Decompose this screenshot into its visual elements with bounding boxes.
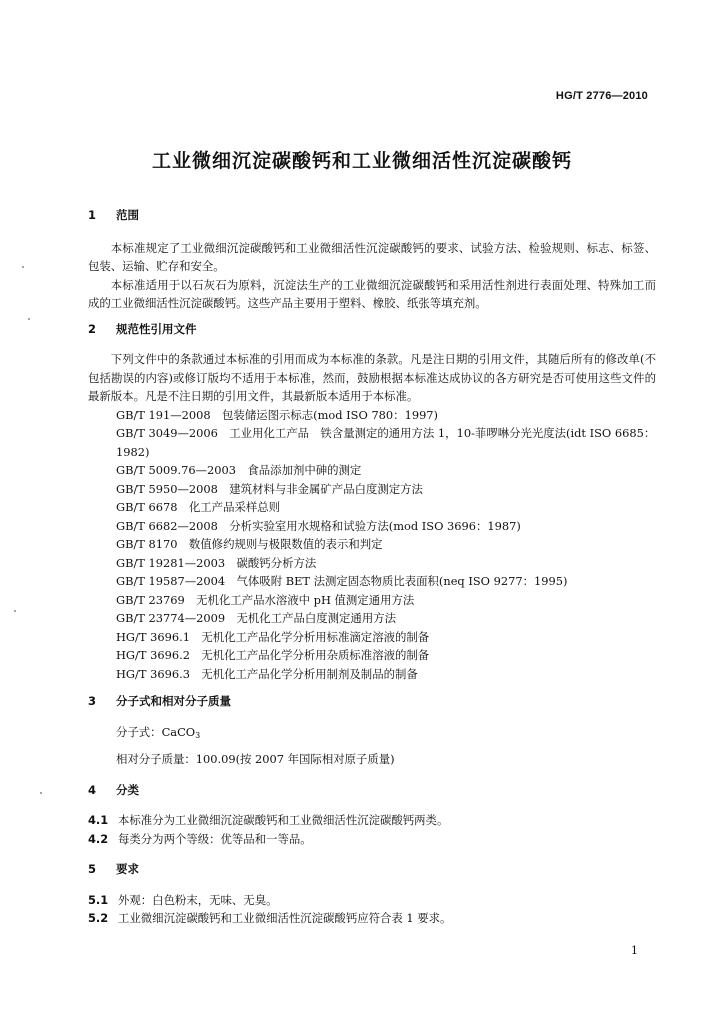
document-body: [88, 206, 656, 928]
section-5-number: 5: [88, 862, 97, 876]
clause-5-2-text: 工业微细沉淀碳酸钙和工业微细活性沉淀碳酸钙应符合表 1 要求。: [118, 911, 452, 925]
section-2-title: 规范性引用文件: [116, 321, 197, 336]
scan-speck: [28, 318, 30, 320]
section-3-number: 3: [88, 694, 97, 708]
section-2-number: 2: [88, 321, 97, 336]
section-5-heading: [88, 860, 656, 879]
section-3-heading: [88, 692, 656, 711]
section-2-heading: [88, 320, 656, 339]
clause-5-1-number: 5.1: [88, 892, 109, 907]
page-number: 1: [631, 944, 638, 957]
reference-item: GB/T 6678 化工产品采样总则: [116, 500, 281, 514]
clause-4-2-text: 每类分为两个等级：优等品和一等品。: [118, 831, 312, 846]
reference-item: GB/T 8170 数值修约规则与极限数值的表示和判定: [116, 537, 383, 551]
reference-item: GB/T 6682—2008 分析实验室用水规格和试验方法(mod ISO 3696：1987): [116, 518, 521, 533]
section-2-paragraph-1: 下列文件中的条款通过本标准的引用而成为本标准的条款。凡是注日期的引用文件，其随后所有的修改单(不包括勘误的内容)或修订版均不适用于本标准，然而，鼓励根据本标准达成协议的各方研究是否可使用这些文件的最新版本。凡是不注日期的引用文件，其最新版本适用于本标准。: [88, 352, 656, 403]
clause-5-1-text: 外观：白色粉末，无味、无臭。: [118, 892, 278, 907]
section-4-number: 4: [88, 782, 97, 797]
standard-code: HG/T 2776—2010: [555, 90, 648, 102]
reference-item: GB/T 5009.76—2003 食品添加剂中砷的测定: [116, 463, 362, 477]
section-5-title: 要求: [116, 862, 140, 876]
reference-item: GB/T 23774—2009 无机化工产品白度测定通用方法: [116, 611, 397, 625]
document-title: 工业微细沉淀碳酸钙和工业微细活性沉淀碳酸钙: [151, 150, 572, 172]
molecular-formula: [88, 723, 656, 746]
clause-4-2: [88, 830, 656, 849]
section-4-heading: [88, 781, 656, 800]
clause-5-2: [88, 909, 656, 928]
reference-item: GB/T 19281—2003 碳酸钙分析方法: [116, 555, 317, 570]
reference-item: GB/T 5950—2008 建筑材料与非金属矿产品白度测定方法: [116, 481, 423, 496]
section-1-paragraph-2: 本标准适用于以石灰石为原料，沉淀法生产的工业微细沉淀碳酸钙和采用活性剂进行表面处理、特殊加工而成的工业微细活性沉淀碳酸钙。这些产品主要用于塑料、橡胶、纸张等填充剂。: [88, 277, 656, 310]
formula-subscript: 3: [195, 730, 201, 740]
clause-5-1: [88, 891, 656, 910]
scan-speck: [40, 792, 42, 794]
reference-item: HG/T 3696.3 无机化工产品化学分析用制剂及制品的制备: [116, 666, 418, 681]
section-1-title: 范围: [116, 208, 140, 222]
section-1-paragraph-1: 本标准规定了工业微细沉淀碳酸钙和工业微细活性沉淀碳酸钙的要求、试验方法、检验规则、标志、标签、包装、运输、贮存和安全。: [88, 240, 656, 273]
section-4-title: 分类: [116, 782, 140, 797]
section-1-heading: [88, 206, 656, 225]
reference-item: HG/T 3696.2 无机化工产品化学分析用杂质标准溶液的制备: [116, 648, 430, 662]
scan-speck: [22, 266, 24, 268]
clause-5-2-number: 5.2: [88, 911, 109, 925]
clause-4-2-number: 4.2: [88, 831, 109, 846]
section-3-title: 分子式和相对分子质量: [116, 694, 232, 708]
formula-text: 分子式：CaCO: [116, 724, 196, 739]
clause-4-1: [88, 811, 656, 830]
clause-4-1-text: 本标准分为工业微细沉淀碳酸钙和工业微细活性沉淀碳酸钙两类。: [118, 813, 449, 827]
reference-item: GB/T 3049—2006 工业用化工产品 铁含量测定的通用方法 1，10-菲啰啉分光光度法(idt ISO 6685：1982): [116, 426, 656, 459]
reference-item: GB/T 19587—2004 气体吸附 BET 法测定固态物质比表面积(neq ISO 9277：1995): [116, 574, 568, 588]
scan-speck: [14, 610, 16, 612]
clause-4-1-number: 4.1: [88, 813, 109, 827]
molecular-mass: 相对分子质量：100.09(按 2007 年国际相对原子质量): [116, 752, 395, 766]
reference-item: GB/T 191—2008 包装储运图示标志(mod ISO 780：1997): [116, 407, 439, 422]
section-1-number: 1: [88, 208, 97, 222]
reference-item: HG/T 3696.1 无机化工产品化学分析用标准滴定溶液的制备: [116, 629, 430, 644]
reference-item: GB/T 23769 无机化工产品水溶液中 pH 值测定通用方法: [116, 592, 415, 607]
